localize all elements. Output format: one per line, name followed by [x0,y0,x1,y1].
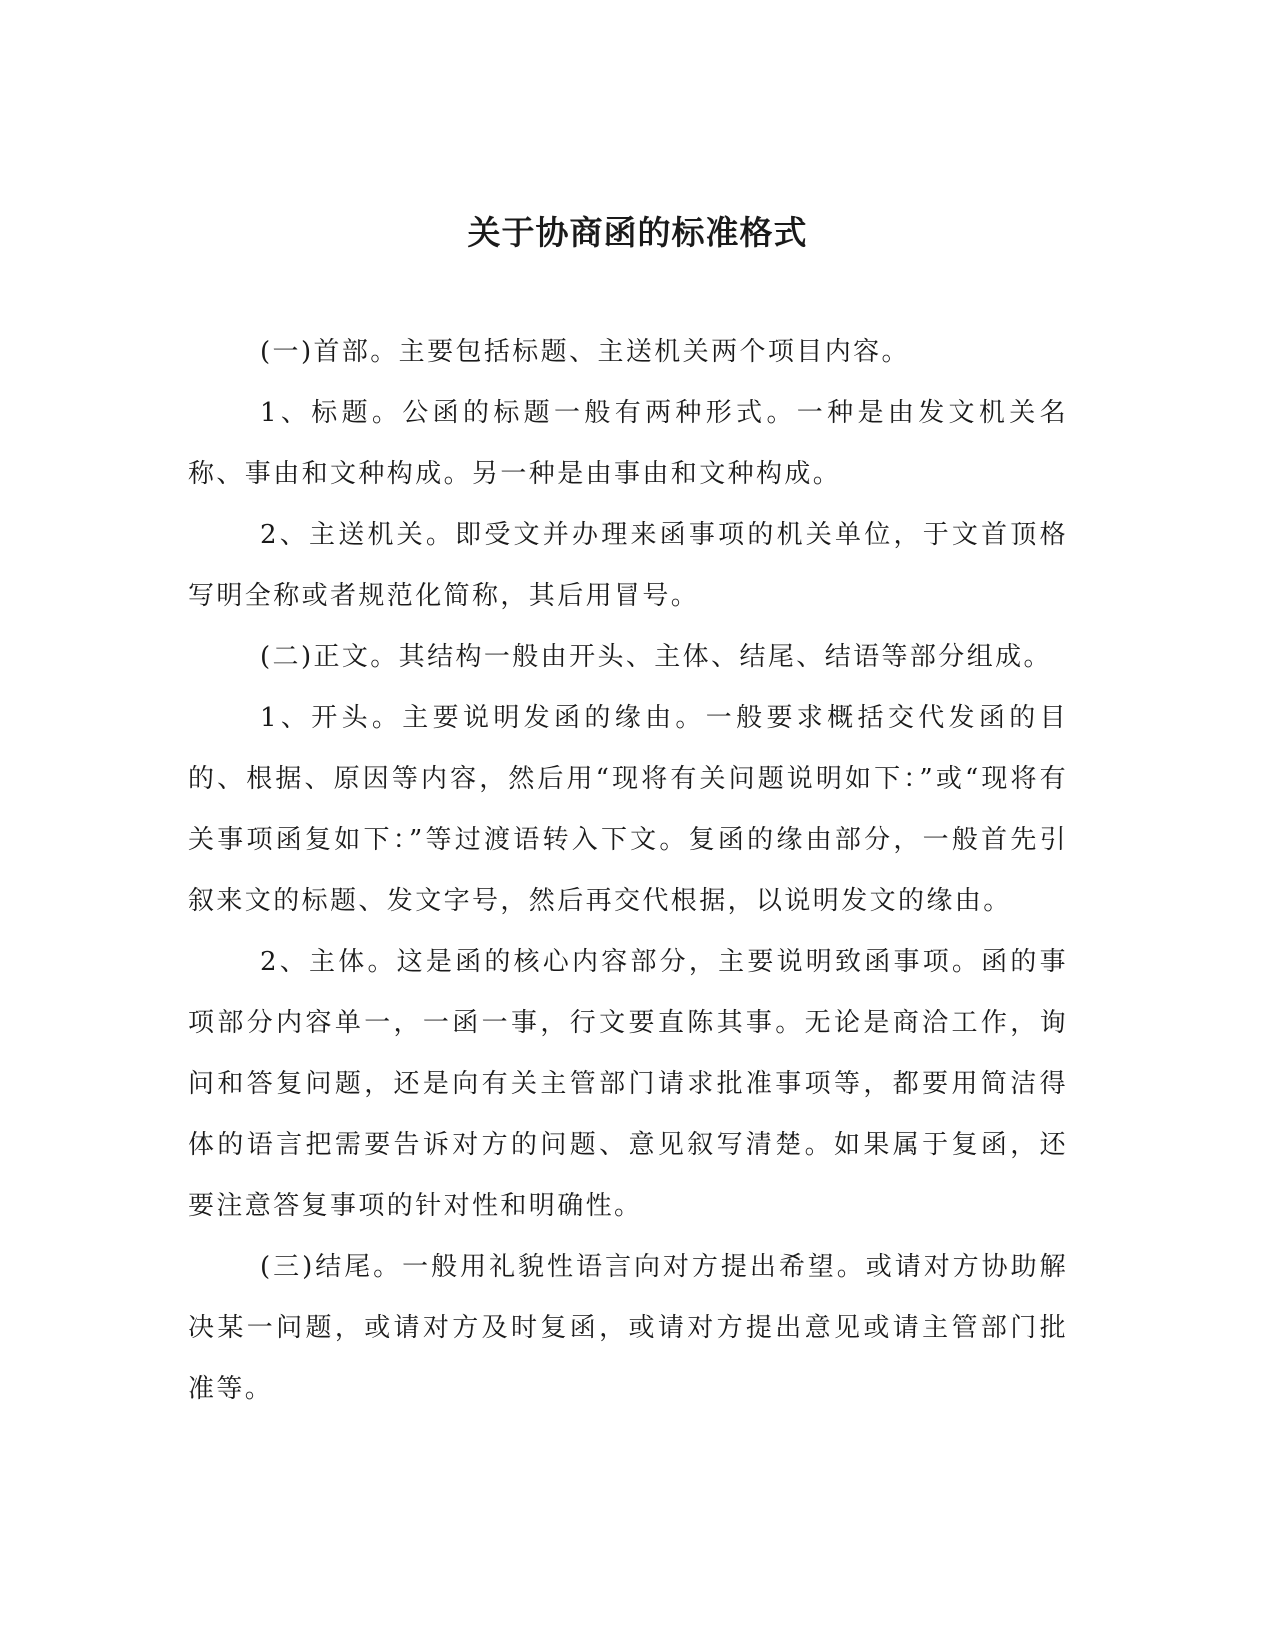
paragraph-title-item: 1、标题。公函的标题一般有两种形式。一种是由发文机关名称、事由和文种构成。另一种是由事由和文种构成。 [188,398,1068,489]
document-title: 关于协商函的标准格式 [467,213,808,252]
paragraph-header-section: (一)首部。主要包括标题、主送机关两个项目内容。 [260,337,910,367]
paragraph-opening-item: 1、开头。主要说明发函的缘由。一般要求概括交代发函的目的、根据、原因等内容，然后用“现将有关问题说明如下：”或“现将有关事项函复如下：”等过渡语转入下文。复函的缘由部分，一般首先引叙来文的标题、发文字号，然后再交代根据，以说明发文的缘由。 [188,703,1068,916]
document-body [188,322,1068,1420]
paragraph-main-item: 2、主体。这是函的核心内容部分，主要说明致函事项。函的事项部分内容单一，一函一事，行文要直陈其事。无论是商洽工作，询问和答复问题，还是向有关主管部门请求批准事项等，都要用简洁得体的语言把需要告诉对方的问题、意见叙写清楚。如果属于复函，还要注意答复事项的针对性和明确性。 [188,947,1068,1221]
paragraph-closing-section: (三)结尾。一般用礼貌性语言向对方提出希望。或请对方协助解决某一问题，或请对方及时复函，或请对方提出意见或请主管部门批准等。 [188,1252,1068,1404]
paragraph-recipient-item: 2、主送机关。即受文并办理来函事项的机关单位，于文首顶格写明全称或者规范化简称，其后用冒号。 [188,520,1068,611]
paragraph-body-section: (二)正文。其结构一般由开头、主体、结尾、结语等部分组成。 [260,642,1052,672]
